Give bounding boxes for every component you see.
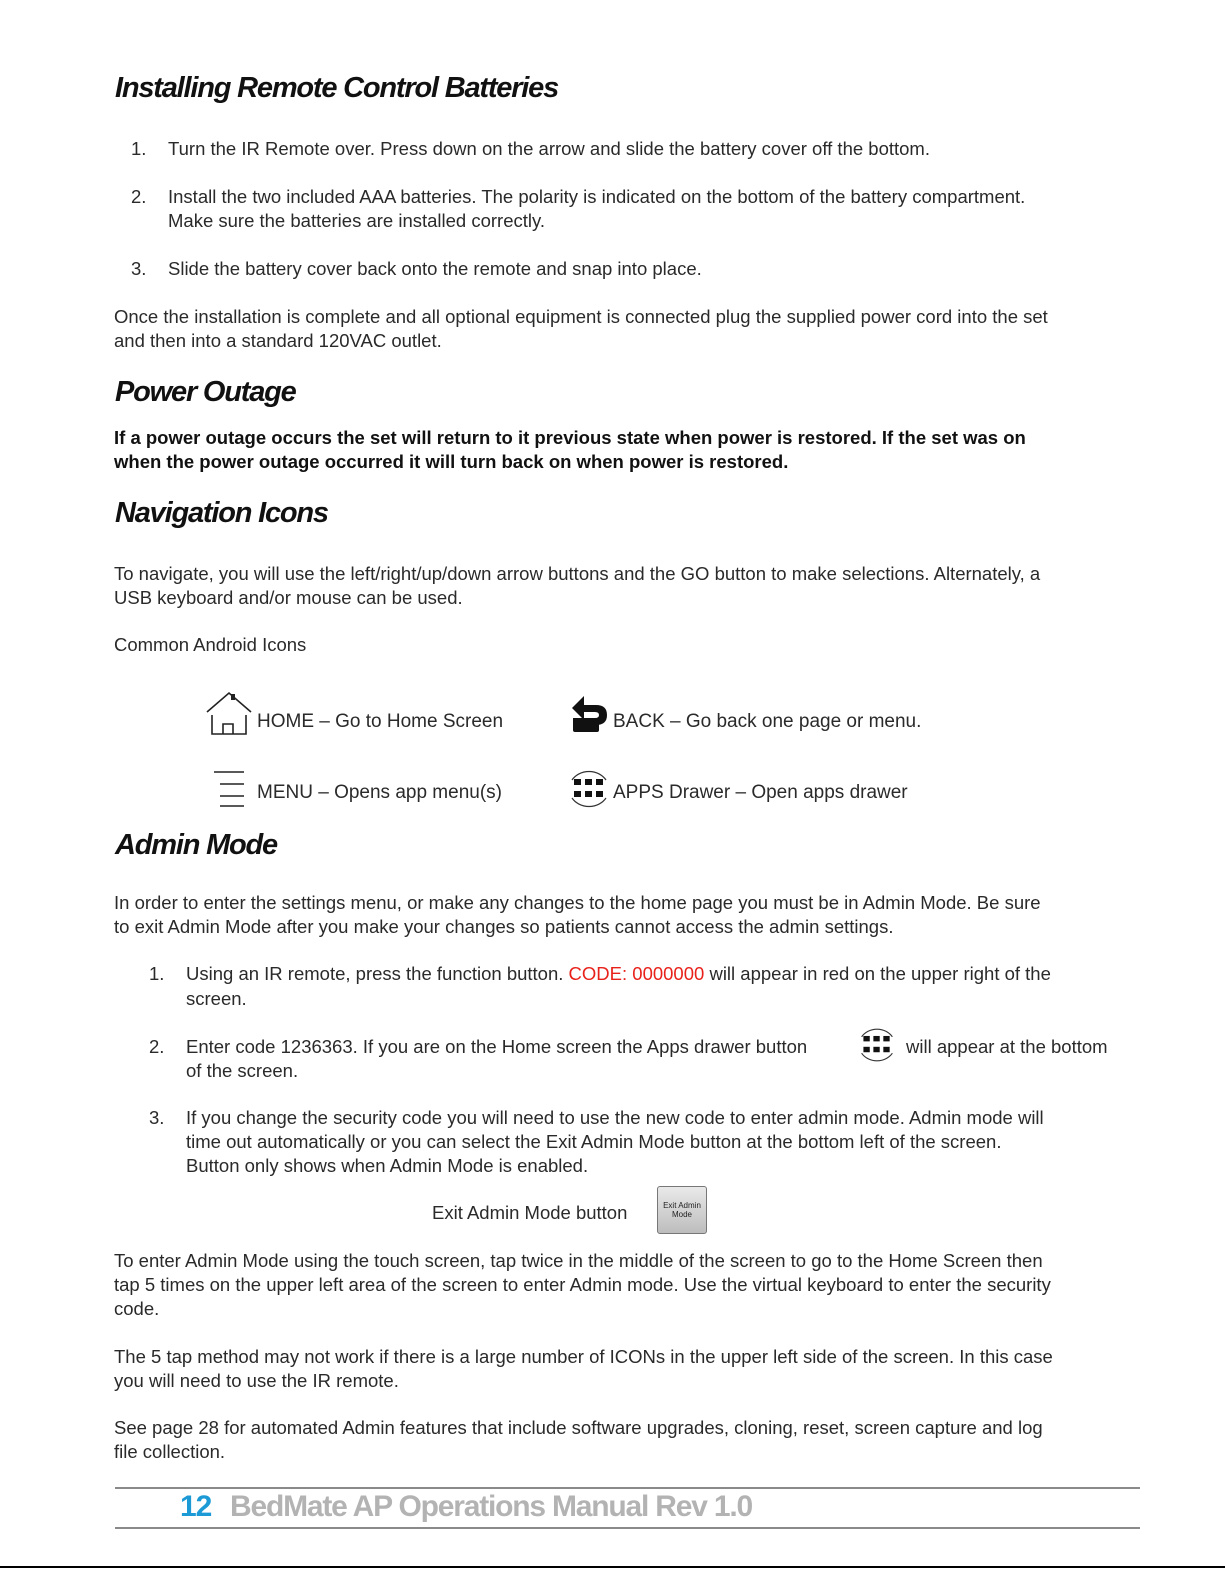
footer-rule-top xyxy=(115,1487,1140,1489)
step-number: 3. xyxy=(131,258,147,279)
paragraph: The 5 tap method may not work if there is a large number of ICONs in the upper left side of the screen. In this case xyxy=(114,1346,1053,1367)
paragraph: See page 28 for automated Admin features that include software upgrades, cloning, reset, screen capture and log xyxy=(114,1417,1043,1438)
paragraph: To navigate, you will use the left/right/up/down arrow buttons and the GO button to make selections. Alternately, a xyxy=(114,563,1041,584)
back-icon xyxy=(570,693,610,735)
paragraph: you will need to use the IR remote. xyxy=(114,1370,399,1391)
step-number: 2. xyxy=(131,186,147,207)
step-text: Turn the IR Remote over. Press down on the arrow and slide the battery cover off the bottom. xyxy=(168,138,930,159)
footer-rule-bottom xyxy=(115,1527,1140,1529)
apps-drawer-icon xyxy=(566,768,612,810)
step-text: Button only shows when Admin Mode is enabled. xyxy=(186,1155,589,1176)
step-text: will appear at the bottom xyxy=(906,1036,1108,1057)
step-text: screen. xyxy=(186,988,247,1009)
paragraph: code. xyxy=(114,1298,160,1319)
section-heading-power: Power Outage xyxy=(115,376,296,408)
step-text: of the screen. xyxy=(186,1060,299,1081)
paragraph: In order to enter the settings menu, or make any changes to the home page you must be in Admin Mode. Be sure xyxy=(114,892,1041,913)
power-note: when the power outage occurred it will turn back on when power is restored. xyxy=(114,451,789,472)
menu-icon-label: MENU – Opens app menu(s) xyxy=(257,782,502,803)
step-text: Using an IR remote, press the function button. xyxy=(186,963,569,984)
apps-icon-label: APPS Drawer – Open apps drawer xyxy=(613,782,908,803)
admin-step-1 xyxy=(186,962,1051,986)
paragraph: Once the installation is complete and all optional equipment is connected plug the supplied power cord into the set xyxy=(114,306,1048,327)
section-heading-admin: Admin Mode xyxy=(115,829,277,861)
home-icon-label: HOME – Go to Home Screen xyxy=(257,711,504,732)
paragraph: and then into a standard 120VAC outlet. xyxy=(114,330,442,351)
paragraph: file collection. xyxy=(114,1441,226,1462)
step-text: Enter code 1236363. If you are on the Home screen the Apps drawer button xyxy=(186,1036,808,1057)
page-number: 12 xyxy=(180,1490,212,1523)
step-number: 1. xyxy=(131,138,147,159)
common-icons-label: Common Android Icons xyxy=(114,634,307,655)
paragraph: USB keyboard and/or mouse can be used. xyxy=(114,587,463,608)
step-number: 1. xyxy=(149,963,165,984)
exit-button-label: Exit Admin xyxy=(663,1201,701,1210)
paragraph: To enter Admin Mode using the touch screen, tap twice in the middle of the screen to go to the Home Screen then xyxy=(114,1250,1043,1271)
page-edge xyxy=(0,1566,1225,1568)
step-text: Make sure the batteries are installed correctly. xyxy=(168,210,546,231)
paragraph: tap 5 times on the upper left area of the screen to enter Admin mode. Use the virtual keyboard to enter the security xyxy=(114,1274,1051,1295)
step-text: Install the two included AAA batteries. The polarity is indicated on the bottom of the battery compartment. xyxy=(168,186,1026,207)
footer-title: BedMate AP Operations Manual Rev 1.0 xyxy=(230,1490,752,1523)
step-text: Slide the battery cover back onto the remote and snap into place. xyxy=(168,258,702,279)
section-heading-navigation: Navigation Icons xyxy=(115,497,328,529)
step-text: time out automatically or you can select the Exit Admin Mode button at the bottom left of the screen. xyxy=(186,1131,1002,1152)
home-icon xyxy=(203,690,255,736)
exit-admin-mode-button[interactable] xyxy=(657,1186,707,1234)
power-note: If a power outage occurs the set will return to it previous state when power is restored. If the set was on xyxy=(114,427,1026,448)
step-number: 2. xyxy=(149,1036,165,1057)
back-icon-label: BACK – Go back one page or menu. xyxy=(613,711,922,732)
step-text: will appear in red on the upper right of the xyxy=(704,963,1051,984)
code-readout: CODE: 0000000 xyxy=(568,963,705,984)
paragraph: to exit Admin Mode after you make your changes so patients cannot access the admin settings. xyxy=(114,916,894,937)
exit-button-label: Mode xyxy=(671,1210,692,1219)
step-text: If you change the security code you will need to use the new code to enter admin mode. Admin mode will xyxy=(186,1107,1044,1128)
section-heading-batteries: Installing Remote Control Batteries xyxy=(115,72,559,104)
apps-drawer-icon xyxy=(856,1026,898,1064)
menu-icon xyxy=(212,770,248,808)
step-number: 3. xyxy=(149,1107,165,1128)
exit-admin-caption: Exit Admin Mode button xyxy=(432,1202,628,1223)
